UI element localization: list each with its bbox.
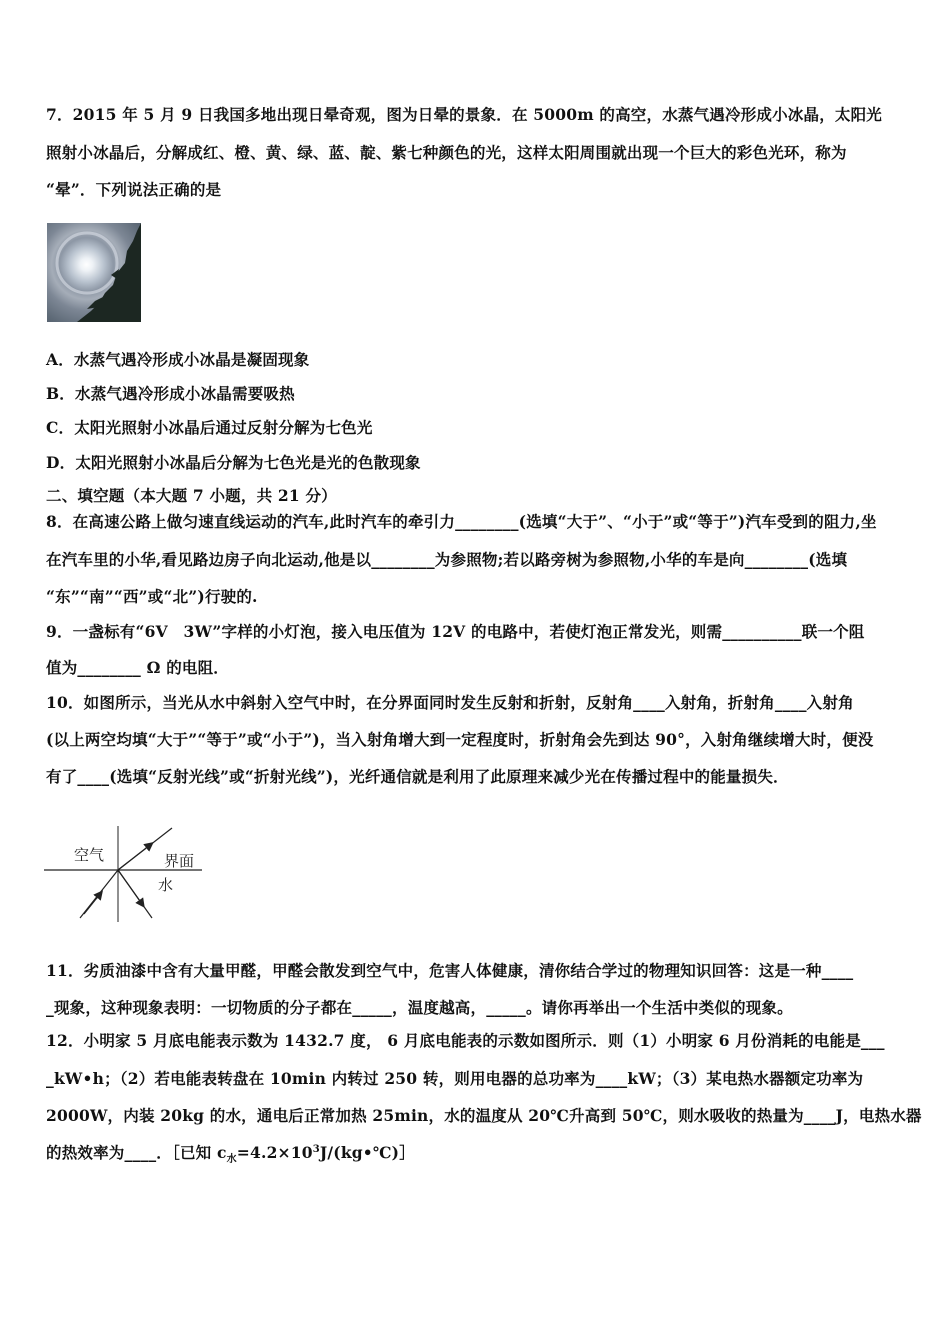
- q9-line-1: 9．一盏标有“6V 3W”字样的小灯泡，接入电压值为 12V 的电路中，若使灯泡正常发光，则需__________联一个阻: [46, 622, 865, 641]
- q7-option-b: B．水蒸气遇冷形成小冰晶需要吸热: [46, 384, 295, 403]
- q7-option-c: C．太阳光照射小冰晶后通过反射分解为七色光: [46, 418, 373, 437]
- q10-line-1: 10．如图所示，当光从水中斜射入空气中时，在分界面同时发生反射和折射，反射角____入射角，折射角____入射角: [46, 693, 854, 712]
- q8-line-2: 在汽车里的小华,看见路边房子向北运动,他是以________为参照物;若以路旁树为参照物,小华的车是向________(选填: [46, 550, 848, 569]
- q12-line-4-text: 的热效率为____．［已知 c: [46, 1143, 227, 1162]
- q8-line-3: “东”“南”“西”或“北”)行驶的.: [46, 587, 258, 606]
- q12-subscript-water: 水: [226, 1154, 237, 1166]
- label-air: 空气: [74, 846, 105, 864]
- q11-line-2: _现象，这种现象表明：一切物质的分子都在_____，温度越高，_____。请你再举出一个生活中类似的现象。: [46, 998, 793, 1017]
- q12-line-3: 2000W，内装 20kg 的水，通电后正常加热 25min，水的温度从 20℃升高到 50℃，则水吸收的热量为____J，电热水器: [46, 1106, 922, 1125]
- q7-option-a: A．水蒸气遇冷形成小冰晶是凝固现象: [46, 350, 310, 369]
- q7-stem-line-2: 照射小冰晶后，分解成红、橙、黄、绿、蓝、靛、紫七种颜色的光，这样太阳周围就出现一个巨大的彩色光环，称为: [46, 143, 847, 162]
- section-heading: 二、填空题（本大题 7 小题，共 21 分）: [46, 486, 337, 505]
- tree-silhouette: [47, 223, 141, 322]
- q10-line-3: 有了____(选填“反射光线”或“折射光线”)，光纤通信就是利用了此原理来减少光在传播过程中的能量损失．: [46, 767, 789, 786]
- q7-stem-line-1: 7．2015 年 5 月 9 日我国多地出现日晕奇观，图为日晕的景象．在 5000m 的高空，水蒸气遇冷形成小冰晶，太阳光: [46, 105, 883, 124]
- solar-halo-photo: [47, 223, 141, 322]
- q12-line-4: [46, 1141, 415, 1165]
- q12-line-4-end: J/(kg•℃)］: [319, 1143, 415, 1162]
- q8-line-1: 8．在高速公路上做匀速直线运动的汽车,此时汽车的牵引力________(选填“大于”、“小于”或“等于”)汽车受到的阻力,坐: [46, 512, 877, 531]
- incident-ray: [80, 870, 118, 918]
- q12-line-2: _kW•h；（2）若电能表转盘在 10min 内转过 250 转，则用电器的总功率为____kW；（3）某电热水器额定功率为: [46, 1069, 864, 1088]
- label-water: 水: [158, 876, 174, 894]
- refraction-diagram: [44, 826, 214, 930]
- q7-option-d: D．太阳光照射小冰晶后分解为七色光是光的色散现象: [46, 453, 421, 472]
- q7-stem-line-3: “晕”．下列说法正确的是: [46, 180, 222, 199]
- q11-line-1: 11．劣质油漆中含有大量甲醛，甲醛会散发到空气中，危害人体健康，清你结合学过的物理知识回答：这是一种____: [46, 961, 854, 980]
- q12-line-4-eq: =4.2×10: [236, 1143, 313, 1162]
- q10-line-2: (以上两空均填“大于”“等于”或“小于”)，当入射角增大到一定程度时，折射角会先到达 90°，入射角继续增大时，便没: [46, 730, 874, 749]
- label-interface: 界面: [164, 852, 195, 870]
- q12-superscript: 3: [312, 1143, 320, 1155]
- q9-line-2: 值为________ Ω 的电阻．: [46, 658, 229, 677]
- q12-line-1: 12．小明家 5 月底电能表示数为 1432.7 度， 6 月底电能表的示数如图所示．则（1）小明家 6 月份消耗的电能是___: [46, 1031, 885, 1050]
